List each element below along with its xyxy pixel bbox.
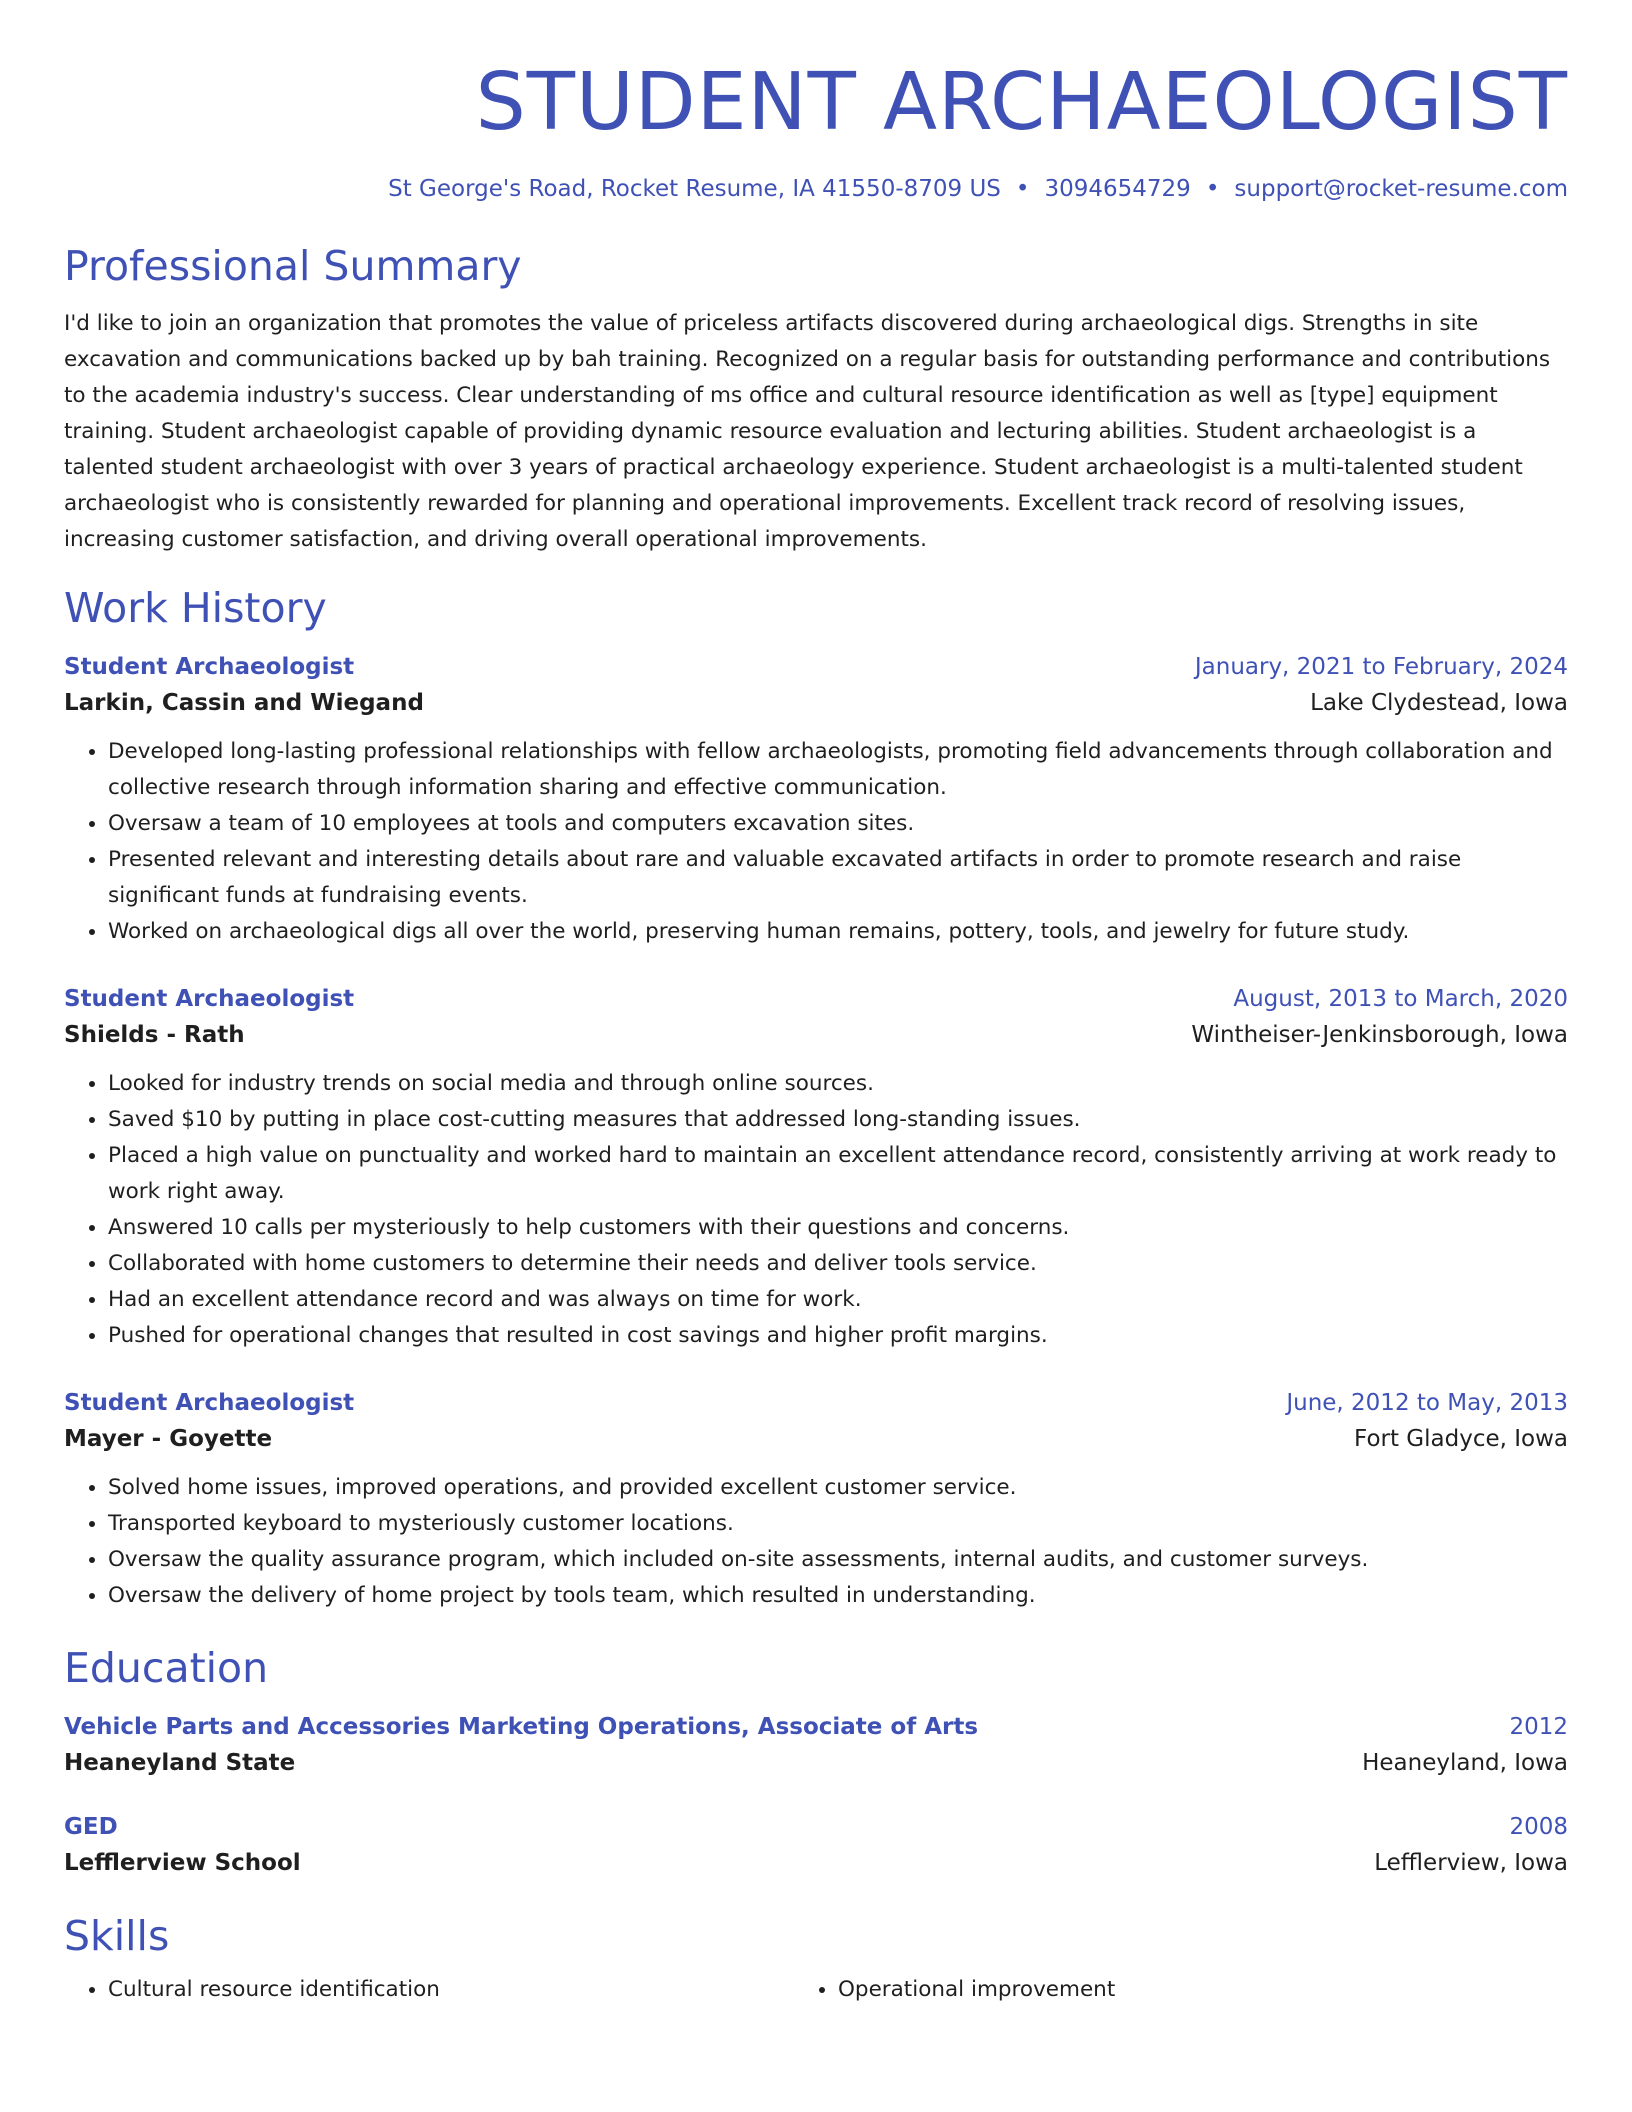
- education-location: Heaneyland, Iowa: [1362, 1750, 1568, 1776]
- section-title-skills: Skills: [64, 1912, 170, 1960]
- job-bullet: • Worked on archaeological digs all over the world, preserving human remains, pottery, tools, and jewelry for future study.: [108, 914, 1568, 950]
- job-entry: [64, 650, 1568, 950]
- job-entry: [64, 1386, 1568, 1614]
- job-bullet: • Answered 10 calls per mysteriously to help customers with their questions and concerns.: [108, 1210, 1568, 1246]
- job-bullet: • Transported keyboard to mysteriously customer locations.: [108, 1506, 1568, 1542]
- job-bullet: • Oversaw a team of 10 employees at tools and computers excavation sites.: [108, 806, 1568, 842]
- job-dates: January, 2021 to February, 2024: [1194, 654, 1568, 680]
- job-bullet: • Oversaw the quality assurance program, which included on-site assessments, internal audits, and customer surveys.: [108, 1542, 1568, 1578]
- job-location: Wintheiser-Jenkinsborough, Iowa: [1191, 1022, 1568, 1048]
- job-entry: [64, 982, 1568, 1354]
- job-bullet: • Presented relevant and interesting details about rare and valuable excavated artifacts in order to promote research and raise significant funds at fundraising events.: [108, 842, 1568, 914]
- job-dates: June, 2012 to May, 2013: [1286, 1390, 1568, 1416]
- job-bullet: • Oversaw the delivery of home project by tools team, which resulted in understanding.: [108, 1578, 1568, 1614]
- section-title-summary: Professional Summary: [64, 242, 522, 290]
- skills-list: [64, 1972, 1568, 2008]
- section-title-education: Education: [64, 1644, 269, 1692]
- education-entry: [64, 1710, 1568, 1782]
- job-company: Mayer - Goyette: [64, 1426, 273, 1452]
- contact-line: [64, 176, 1568, 202]
- job-bullet: • Developed long-lasting professional relationships with fellow archaeologists, promoting field advancements through collaboration and collective research through information sharing and effective communication.: [108, 734, 1568, 806]
- resume-name: STUDENT ARCHAEOLOGIST: [475, 56, 1568, 148]
- job-location: Fort Gladyce, Iowa: [1354, 1426, 1568, 1452]
- job-bullet: • Saved $10 by putting in place cost-cutting measures that addressed long-standing issues.: [108, 1102, 1568, 1138]
- job-bullet: • Collaborated with home customers to determine their needs and deliver tools service.: [108, 1246, 1568, 1282]
- job-company: Shields - Rath: [64, 1022, 245, 1048]
- job-dates: August, 2013 to March, 2020: [1233, 986, 1568, 1012]
- job-location: Lake Clydestead, Iowa: [1310, 690, 1568, 716]
- skill-item: • Cultural resource identification: [108, 1972, 798, 2008]
- skill-item: • Operational improvement: [838, 1972, 1528, 2008]
- education-degree: Vehicle Parts and Accessories Marketing Operations, Associate of Arts: [64, 1714, 979, 1740]
- education-year: 2008: [1509, 1814, 1568, 1840]
- section-title-work-history: Work History: [64, 584, 327, 632]
- job-role: Student Archaeologist: [64, 654, 355, 680]
- contact-separator: •: [1015, 176, 1030, 202]
- contact-separator: •: [1205, 176, 1220, 202]
- job-bullets: [64, 1470, 1568, 1614]
- job-bullet: • Looked for industry trends on social media and through online sources.: [108, 1066, 1568, 1102]
- job-bullet: • Solved home issues, improved operations, and provided excellent customer service.: [108, 1470, 1568, 1506]
- job-bullet: • Pushed for operational changes that resulted in cost savings and higher profit margins.: [108, 1318, 1568, 1354]
- summary-text: I'd like to join an organization that promotes the value of priceless artifacts discovered during archaeological digs. Strengths in site excavation and communications backed up by bah training. Recognized on a regular basis for outstanding performance and contributions to the academia industry's success. Clear understanding of ms office and cultural resource identification as well as [type] equipment training. Student archaeologist capable of providing dynamic resource evaluation and lecturing abilities. Student archaeologist is a talented student archaeologist with over 3 years of practical archaeology experience. Student archaeologist is a multi-talented student archaeologist who is consistently rewarded for planning and operational improvements. Excellent track record of resolving issues, increasing customer satisfaction, and driving overall operational improvements.: [64, 311, 1551, 552]
- education-entry: [64, 1810, 1568, 1882]
- education-school: Heaneyland State: [64, 1750, 296, 1776]
- job-bullets: [64, 734, 1568, 950]
- job-bullets: [64, 1066, 1568, 1354]
- contact-phone: 3094654729: [1044, 176, 1191, 202]
- education-year: 2012: [1509, 1714, 1568, 1740]
- job-role: Student Archaeologist: [64, 986, 355, 1012]
- job-bullet: • Placed a high value on punctuality and worked hard to maintain an excellent attendance record, consistently arriving at work ready to work right away.: [108, 1138, 1568, 1210]
- contact-address: St George's Road, Rocket Resume, IA 41550-8709 US: [388, 176, 1001, 202]
- education-school: Lefflerview School: [64, 1850, 301, 1876]
- contact-email[interactable]: support@rocket-resume.com: [1234, 176, 1568, 202]
- job-role: Student Archaeologist: [64, 1390, 355, 1416]
- job-bullet: • Had an excellent attendance record and was always on time for work.: [108, 1282, 1568, 1318]
- job-company: Larkin, Cassin and Wiegand: [64, 690, 424, 716]
- education-degree: GED: [64, 1814, 118, 1840]
- education-location: Lefflerview, Iowa: [1374, 1850, 1568, 1876]
- resume-page: [64, 0, 1568, 2008]
